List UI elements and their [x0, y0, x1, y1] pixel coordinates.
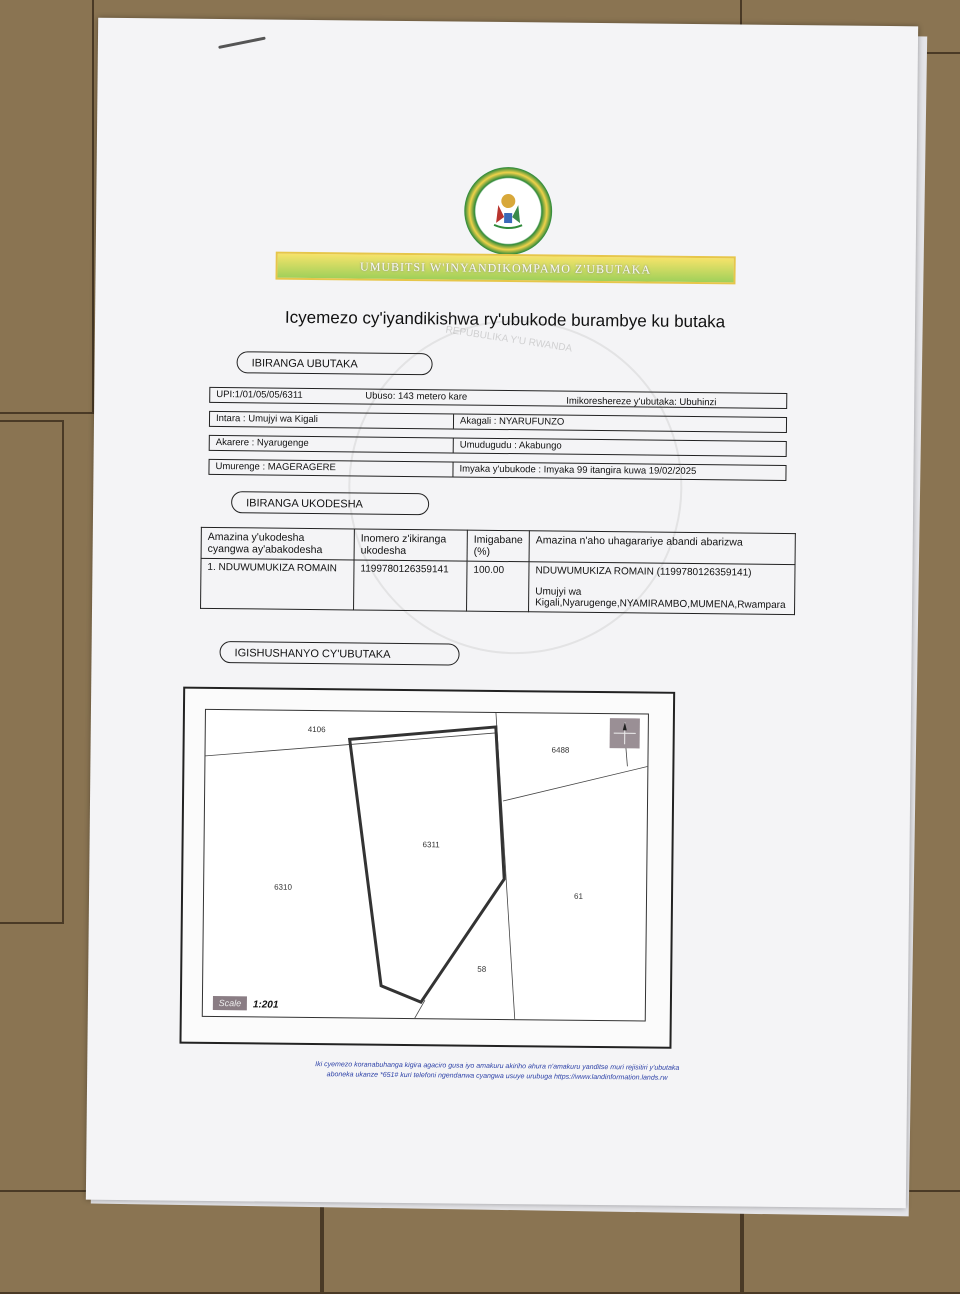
parcel-61: 61	[574, 892, 583, 901]
floor-tile	[0, 0, 94, 414]
table-row	[201, 558, 795, 614]
column-header: Inomero z'ikiranga ukodesha	[354, 529, 467, 561]
column-divider	[452, 462, 453, 476]
district: Akarere : Nyarugenge	[216, 437, 309, 449]
parcel-6488: 6488	[552, 746, 570, 755]
parcel-6311: 6311	[423, 840, 440, 849]
parcel-58: 58	[477, 965, 486, 974]
upi: UPI:1/01/05/05/6311	[216, 389, 303, 401]
footer-line-2: aboneka ukanze *651# kuri telefoni ngendanwa cyangwa usuye urubuga https://www.landinformation.lands.rw	[257, 1069, 737, 1084]
column-divider	[453, 438, 454, 452]
parcel-lines	[203, 710, 648, 1021]
scale-value: 1:201	[253, 999, 279, 1010]
floor-tile	[0, 420, 64, 924]
parcel-6310: 6310	[274, 883, 292, 892]
sector: Umurenge : MAGERAGERE	[215, 461, 335, 473]
area: Ubuso: 143 metero kare	[365, 391, 467, 403]
cell: Akagali : NYARUFUNZO	[460, 416, 564, 428]
column-header: Amazina n'aho uhagarariye abandi abarizwa	[529, 531, 795, 565]
footer-line-1: Iki cyemezo koranabuhanga kigira agaciro gusa iyo amakuru akiriho ahura n'amakuru yanditse muri rejisitiri y'ubutaka	[257, 1059, 737, 1074]
info-row-sector	[208, 459, 786, 481]
registrar-banner: UMUBITSI W'INYANDIKOMPAMO Z'UBUTAKA	[275, 252, 735, 285]
land-use: Imikoreshereze y'ubutaka: Ubuhinzi	[566, 396, 716, 409]
column-divider	[453, 414, 454, 428]
parcel-4106: 4106	[308, 725, 326, 734]
section-land-plan: IGISHUSHANYO CY'UBUTAKA	[219, 641, 459, 666]
page-title: Icyemezo cy'iyandikishwa ry'ubukode burambye ku butaka	[265, 308, 745, 333]
emblem-icon	[490, 189, 526, 229]
cadastral-map	[179, 687, 675, 1049]
watermark-text: REPUBULIKA Y'U RWANDA	[445, 325, 573, 355]
lessee-share: 100.00	[467, 561, 530, 612]
certificate-page	[86, 18, 918, 1209]
column-header: Amazina y'ukodesha cyangwa ay'abakodesha	[201, 527, 354, 560]
lessee-name: 1. NDUWUMUKIZA ROMAIN	[201, 558, 355, 610]
footer-note	[257, 1059, 737, 1084]
column-header: Imigabane (%)	[467, 530, 529, 562]
compass-icon	[610, 718, 640, 748]
info-row-upi	[209, 387, 787, 409]
info-row-district	[209, 435, 787, 457]
province: Intara : Umujyi wa Kigali	[216, 413, 318, 425]
village: Umudugudu : Akabungo	[460, 440, 562, 452]
lease-term: Imyaka y'ubukode : Imyaka 99 itangira kuwa 19/02/2025	[459, 464, 696, 477]
map-area	[202, 709, 649, 1022]
scale-label: Scale	[213, 996, 247, 1010]
section-lease-details: IBIRANGA UKODESHA	[231, 491, 429, 515]
staple	[218, 37, 266, 49]
representative-address: Umujyi wa Kigali,Nyarugenge,NYAMIRAMBO,MUMENA,Rwampara	[535, 586, 788, 611]
section-land-details: IBIRANGA UBUTAKA	[236, 351, 432, 375]
lessee-id: 1199780126359141	[354, 560, 468, 611]
representative-cell	[529, 562, 795, 615]
lessee-table	[200, 527, 796, 615]
rwanda-emblem	[464, 167, 553, 256]
info-row-province	[209, 411, 787, 433]
representative-name: NDUWUMUKIZA ROMAIN (1199780126359141)	[535, 565, 788, 579]
